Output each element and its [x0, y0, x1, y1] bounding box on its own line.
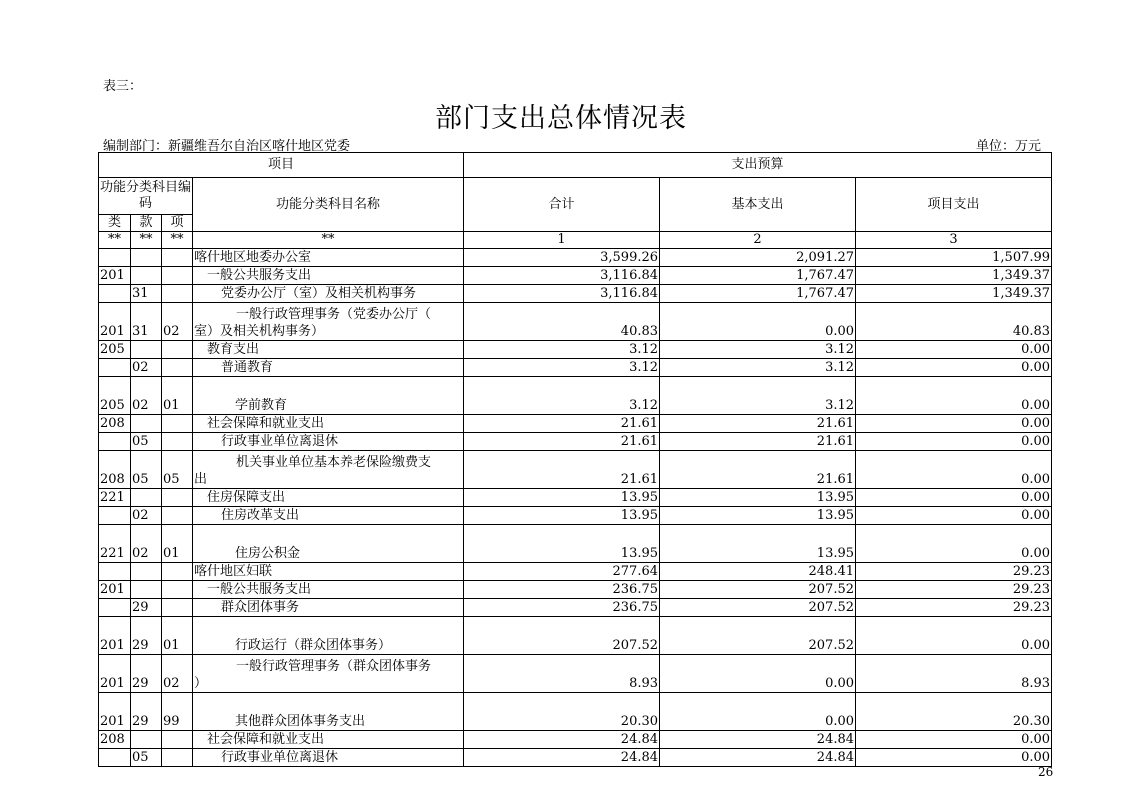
cell-name: 一般公共服务支出: [193, 267, 464, 285]
cell-kuan: 05: [131, 749, 162, 767]
cell-basic: 207.52: [660, 599, 856, 617]
table-row: [99, 749, 1052, 767]
cell-xiang: [162, 731, 193, 749]
header-row-2: [99, 178, 1052, 215]
cell-kuan: 02: [131, 525, 162, 563]
cell-lei: 205: [99, 341, 131, 359]
table-row: [99, 451, 1052, 489]
cell-project: 29.23: [856, 581, 1052, 599]
cell-name: 住房保障支出: [193, 489, 464, 507]
cell-total: 236.75: [464, 581, 660, 599]
cell-basic: 13.95: [660, 525, 856, 563]
cell-basic: 21.61: [660, 415, 856, 433]
cell-xiang: 01: [162, 377, 193, 415]
table-row: [99, 489, 1052, 507]
cell-project: 0.00: [856, 341, 1052, 359]
header-basic: 基本支出: [660, 178, 856, 232]
cell-basic: 24.84: [660, 731, 856, 749]
table-row: [99, 731, 1052, 749]
cell-lei: 221: [99, 525, 131, 563]
cell-basic: 0.00: [660, 693, 856, 731]
cell-kuan: 31: [131, 285, 162, 303]
cell-lei: 221: [99, 489, 131, 507]
table-row: [99, 359, 1052, 377]
cell-kuan: 29: [131, 599, 162, 617]
header-item: 项目: [99, 153, 464, 178]
cell-project: 0.00: [856, 525, 1052, 563]
cell-name: [193, 655, 464, 693]
cell-kuan: [131, 415, 162, 433]
column-number-3: 3: [856, 232, 1052, 249]
cell-name: 住房改革支出: [193, 507, 464, 525]
cell-total: 3.12: [464, 359, 660, 377]
table-row: [99, 249, 1052, 267]
unit-label: 单位：万元: [976, 139, 1042, 154]
cell-lei: [99, 285, 131, 303]
column-number-2: 2: [660, 232, 856, 249]
page-number: 26: [1038, 765, 1054, 779]
cell-project: 0.00: [856, 489, 1052, 507]
cell-xiang: [162, 433, 193, 451]
cell-kuan: 05: [131, 433, 162, 451]
cell-project: 40.83: [856, 303, 1052, 341]
table-row: [99, 599, 1052, 617]
cell-basic: 13.95: [660, 489, 856, 507]
cell-total: 24.84: [464, 731, 660, 749]
cell-total: 24.84: [464, 749, 660, 767]
cell-lei: 201: [99, 655, 131, 693]
cell-total: 3.12: [464, 377, 660, 415]
cell-basic: 207.52: [660, 617, 856, 655]
cell-kuan: [131, 563, 162, 581]
table-row: [99, 563, 1052, 581]
cell-project: 0.00: [856, 731, 1052, 749]
cell-name-line1: 一般行政管理事务（党委办公厅（: [236, 307, 432, 322]
cell-name: 社会保障和就业支出: [193, 731, 464, 749]
header-row-1: [99, 153, 1052, 178]
cell-xiang: [162, 581, 193, 599]
cell-xiang: [162, 749, 193, 767]
header-project: 项目支出: [856, 178, 1052, 232]
cell-total: 3.12: [464, 341, 660, 359]
cell-project: 0.00: [856, 377, 1052, 415]
table-row: [99, 267, 1052, 285]
cell-project: 0.00: [856, 451, 1052, 489]
cell-project: 0.00: [856, 415, 1052, 433]
cell-project: 20.30: [856, 693, 1052, 731]
placeholder-xiang: **: [162, 232, 193, 249]
cell-basic: 3.12: [660, 377, 856, 415]
cell-basic: 21.61: [660, 433, 856, 451]
cell-name: 社会保障和就业支出: [193, 415, 464, 433]
cell-project: 0.00: [856, 507, 1052, 525]
header-total: 合计: [464, 178, 660, 232]
cell-name: 党委办公厅（室）及相关机构事务: [193, 285, 464, 303]
cell-xiang: 99: [162, 693, 193, 731]
cell-total: 13.95: [464, 489, 660, 507]
table-label: 表三：: [103, 79, 143, 94]
cell-project: 0.00: [856, 749, 1052, 767]
cell-lei: [99, 563, 131, 581]
table-row: [99, 581, 1052, 599]
cell-name: 其他群众团体事务支出: [193, 693, 464, 731]
cell-kuan: [131, 731, 162, 749]
cell-basic: 2,091.27: [660, 249, 856, 267]
cell-project: 29.23: [856, 599, 1052, 617]
cell-xiang: [162, 285, 193, 303]
cell-basic: 13.95: [660, 507, 856, 525]
cell-name: 行政事业单位离退休: [193, 433, 464, 451]
cell-name-line1: 一般行政管理事务（群众团体事务: [236, 659, 432, 674]
cell-lei: [99, 749, 131, 767]
cell-name: 普通教育: [193, 359, 464, 377]
cell-kuan: [131, 267, 162, 285]
cell-xiang: [162, 599, 193, 617]
cell-kuan: 02: [131, 507, 162, 525]
cell-xiang: [162, 359, 193, 377]
cell-xiang: 01: [162, 617, 193, 655]
cell-project: 1,349.37: [856, 285, 1052, 303]
cell-total: 207.52: [464, 617, 660, 655]
header-row-4: [99, 232, 1052, 249]
cell-xiang: [162, 267, 193, 285]
table-row: [99, 285, 1052, 303]
page-title: 部门支出总体情况表: [435, 103, 687, 134]
cell-xiang: [162, 341, 193, 359]
cell-kuan: [131, 489, 162, 507]
cell-lei: 201: [99, 581, 131, 599]
cell-xiang: [162, 563, 193, 581]
cell-name: 行政运行（群众团体事务）: [193, 617, 464, 655]
cell-name: 喀什地区地委办公室: [193, 249, 464, 267]
cell-total: 3,599.26: [464, 249, 660, 267]
placeholder-name: **: [193, 232, 464, 249]
cell-kuan: 31: [131, 303, 162, 341]
placeholder-lei: **: [99, 232, 131, 249]
cell-lei: [99, 433, 131, 451]
cell-name-line2: 出: [194, 472, 208, 487]
header-budget: 支出预算: [464, 153, 1052, 178]
cell-lei: 208: [99, 451, 131, 489]
table-row: [99, 507, 1052, 525]
cell-lei: 201: [99, 693, 131, 731]
cell-project: 1,349.37: [856, 267, 1052, 285]
cell-kuan: 29: [131, 655, 162, 693]
cell-lei: [99, 507, 131, 525]
cell-project: 0.00: [856, 359, 1052, 377]
cell-total: 21.61: [464, 433, 660, 451]
cell-lei: 208: [99, 731, 131, 749]
cell-basic: 21.61: [660, 451, 856, 489]
table-row: [99, 303, 1052, 341]
cell-name: 学前教育: [193, 377, 464, 415]
cell-lei: 201: [99, 617, 131, 655]
cell-lei: [99, 599, 131, 617]
cell-lei: [99, 249, 131, 267]
cell-xiang: [162, 489, 193, 507]
cell-basic: 248.41: [660, 563, 856, 581]
cell-total: 21.61: [464, 451, 660, 489]
cell-total: 236.75: [464, 599, 660, 617]
placeholder-kuan: **: [131, 232, 162, 249]
cell-lei: 201: [99, 303, 131, 341]
cell-lei: [99, 359, 131, 377]
table-row: [99, 433, 1052, 451]
cell-basic: 3.12: [660, 341, 856, 359]
cell-kuan: [131, 581, 162, 599]
cell-xiang: [162, 415, 193, 433]
cell-name: [193, 303, 464, 341]
cell-name-line2: ）: [194, 676, 208, 691]
cell-total: 8.93: [464, 655, 660, 693]
cell-total: 13.95: [464, 507, 660, 525]
cell-project: 29.23: [856, 563, 1052, 581]
table-row: [99, 525, 1052, 563]
cell-kuan: [131, 249, 162, 267]
cell-xiang: 02: [162, 303, 193, 341]
table-row: [99, 655, 1052, 693]
cell-kuan: 02: [131, 359, 162, 377]
cell-project: 0.00: [856, 433, 1052, 451]
cell-name: 住房公积金: [193, 525, 464, 563]
cell-project: 1,507.99: [856, 249, 1052, 267]
cell-name: 喀什地区妇联: [193, 563, 464, 581]
table-row: [99, 415, 1052, 433]
cell-project: 0.00: [856, 617, 1052, 655]
cell-basic: 1,767.47: [660, 285, 856, 303]
cell-xiang: 02: [162, 655, 193, 693]
cell-xiang: 05: [162, 451, 193, 489]
expenditure-table: [98, 152, 1052, 767]
header-func-name: 功能分类科目名称: [193, 178, 464, 232]
cell-basic: 3.12: [660, 359, 856, 377]
cell-xiang: 01: [162, 525, 193, 563]
table-row: [99, 341, 1052, 359]
cell-kuan: 02: [131, 377, 162, 415]
cell-kuan: 29: [131, 693, 162, 731]
cell-total: 40.83: [464, 303, 660, 341]
cell-basic: 0.00: [660, 303, 856, 341]
cell-name: 群众团体事务: [193, 599, 464, 617]
cell-name: 一般公共服务支出: [193, 581, 464, 599]
cell-basic: 0.00: [660, 655, 856, 693]
department-label: 编制部门：新疆维吾尔自治区喀什地区党委: [103, 139, 351, 154]
cell-name: [193, 451, 464, 489]
cell-total: 20.30: [464, 693, 660, 731]
header-func-code-group: 功能分类科目编码: [99, 178, 193, 215]
table-row: [99, 377, 1052, 415]
header-xiang: 项: [162, 215, 193, 232]
cell-xiang: [162, 507, 193, 525]
cell-basic: 207.52: [660, 581, 856, 599]
cell-lei: 205: [99, 377, 131, 415]
cell-lei: 208: [99, 415, 131, 433]
cell-xiang: [162, 249, 193, 267]
cell-total: 3,116.84: [464, 267, 660, 285]
cell-basic: 24.84: [660, 749, 856, 767]
cell-kuan: 05: [131, 451, 162, 489]
cell-total: 21.61: [464, 415, 660, 433]
cell-kuan: 29: [131, 617, 162, 655]
cell-lei: 201: [99, 267, 131, 285]
cell-total: 3,116.84: [464, 285, 660, 303]
cell-total: 277.64: [464, 563, 660, 581]
cell-kuan: [131, 341, 162, 359]
cell-name: 教育支出: [193, 341, 464, 359]
header-kuan: 款: [131, 215, 162, 232]
cell-name-line1: 机关事业单位基本养老保险缴费支: [236, 455, 432, 470]
cell-name: 行政事业单位离退休: [193, 749, 464, 767]
cell-name-line2: 室）及相关机构事务）: [194, 324, 325, 339]
cell-basic: 1,767.47: [660, 267, 856, 285]
header-lei: 类: [99, 215, 131, 232]
table-row: [99, 617, 1052, 655]
column-number-1: 1: [464, 232, 660, 249]
table-row: [99, 693, 1052, 731]
cell-project: 8.93: [856, 655, 1052, 693]
cell-total: 13.95: [464, 525, 660, 563]
